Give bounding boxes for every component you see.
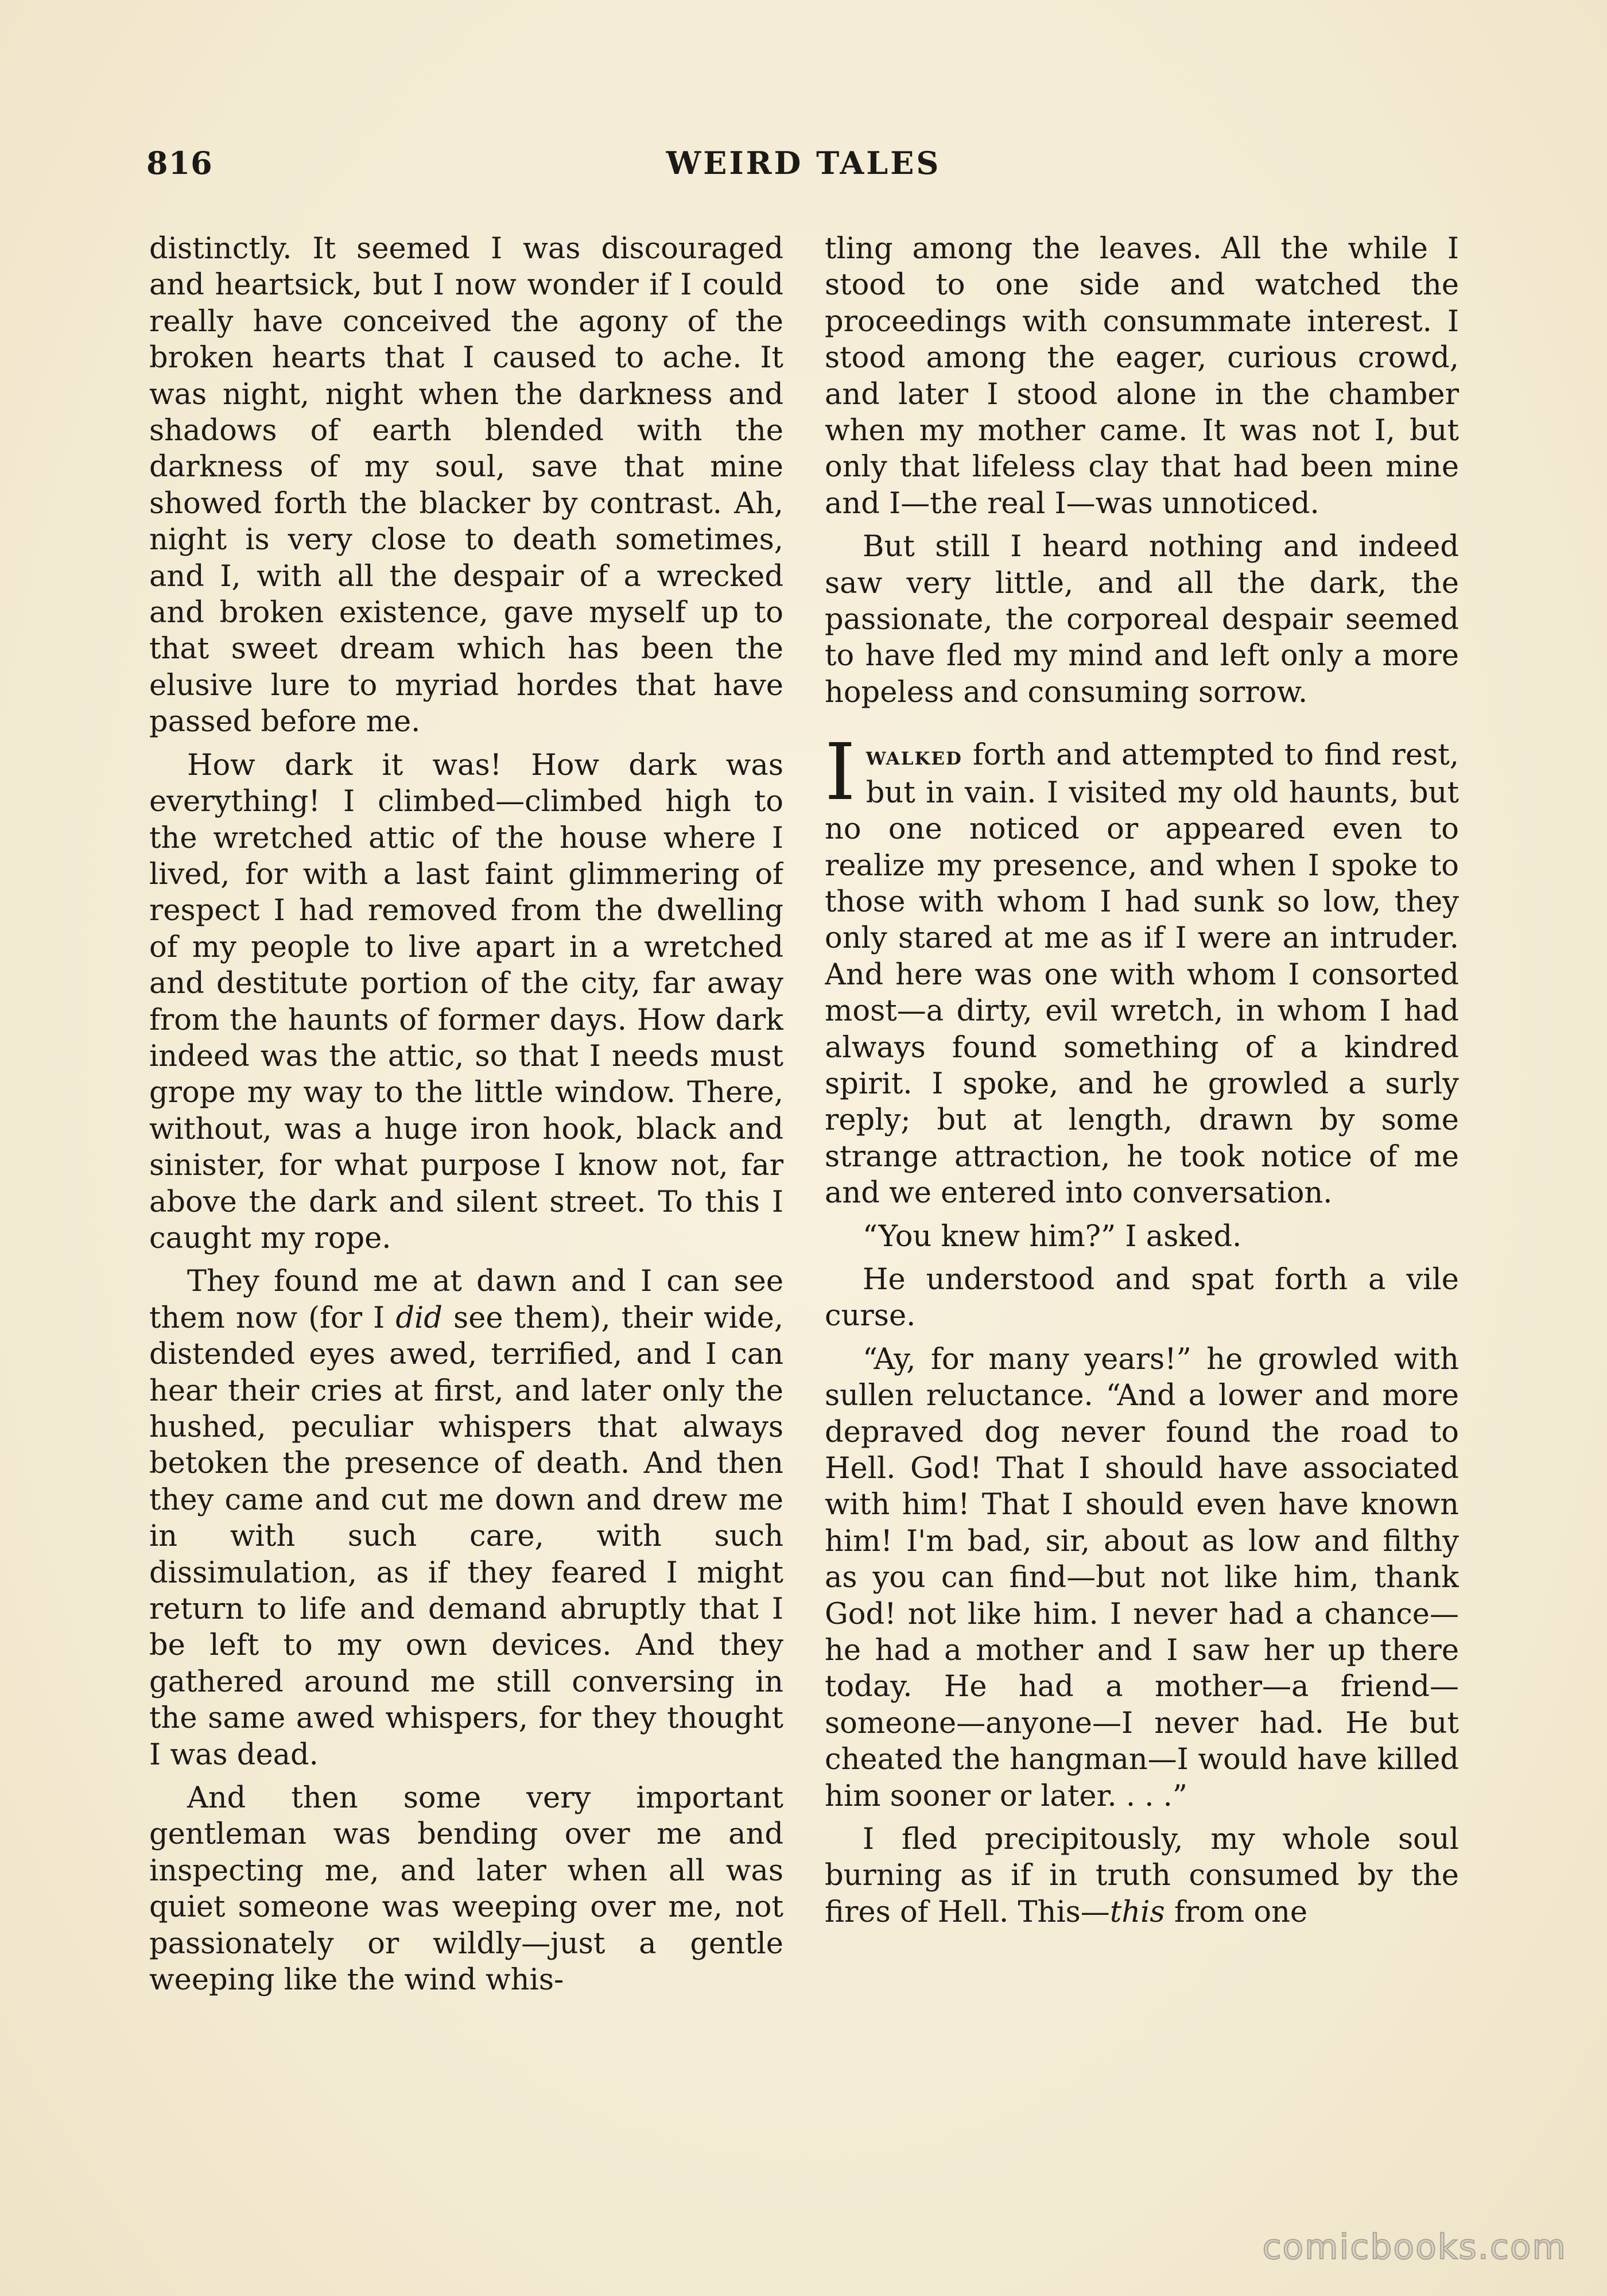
magazine-title: WEIRD TALES <box>666 145 941 181</box>
section-opening-paragraph <box>825 727 1459 1211</box>
paragraph: “Ay, for many years!” he growled with sullen reluctance. “And a lower and more depraved dog never found the road to Hell. God! That I should have associated with him! That I should even have known him! I'm bad, sir, about as low and filthy as you can find—but not like him, thank God! not like him. I never had a chance—he had a mother and I saw her up there today. He had a mother—a friend—someone—anyone—I never had. He but cheated the hangman—I would have killed him sooner or later. . . .” <box>825 1342 1459 1813</box>
paragraph <box>149 1263 783 1773</box>
left-column <box>149 231 783 2171</box>
page-number: 816 <box>146 145 213 181</box>
paragraph: But still I heard nothing and indeed saw very little, and all the dark, the passionate, the corporeal despair seemed to have fled my mind and left only a more hopeless and consuming sorrow. <box>825 530 1459 709</box>
right-column <box>825 231 1459 2171</box>
emphasis-text: this <box>1109 1895 1165 1929</box>
paragraph: tling among the leaves. All the while I stood to one side and watched the proceedings with consummate interest. I stood among the eager, curious crowd, and later I stood alone in the chamber when my mother came. It was not I, but only that lifeless clay that had been mine and I—the real I—was unnoticed. <box>825 232 1459 521</box>
site-watermark: comicbooks.com <box>1262 2227 1567 2267</box>
paragraph: “You knew him?” I asked. <box>863 1219 1242 1254</box>
emphasis-text: did <box>395 1301 442 1335</box>
paragraph <box>825 1821 1459 1930</box>
paragraph: And then some very important gentleman was bending over me and inspecting me, and later when all was quiet someone was weeping over me, not passionately or wildly—just a gentle weeping like the wind whis- <box>149 1781 783 1998</box>
paragraph: How dark it was! How dark was everything! I climbed—climbed high to the wretched attic of the house where I lived, for with a last faint glimmering of respect I had removed from the dwelling of my people to live apart in a wretched and destitute portion of the city, far away from the haunts of former days. How dark indeed was the attic, so that I needs must grope my way to the little window. There, without, was a huge iron hook, black and sinister, for what purpose I know not, far above the dark and silent street. To this I caught my rope. <box>149 748 783 1255</box>
paragraph-text: see them), their wide, distended eyes awed, terrified, and I can hear their cries at first, and later only the hushed, peculiar whispers that always betoken the presence of death. And then they came and cut me down and drew me in with such care, with such dissimulation, as if they feared I might return to life and demand abruptly that I be left to my own devices. And they gathered around me still conversing in the same awed whispers, for they thought I was dead. <box>149 1301 783 1772</box>
paragraph-text: I fled precipitously, my whole soul burning as if in truth consumed by the fires of Hell. This— <box>825 1822 1459 1929</box>
paragraph-text: from one <box>1165 1895 1308 1929</box>
small-caps-lead: walked <box>865 742 962 771</box>
paragraph-text: They found me at dawn and I can see them now (for I <box>149 1265 783 1335</box>
paragraph-text: forth and attempted to find rest, but in vain. I visited my old haunts, but no one noticed or appeared even to realize my presence, and when I spoke to those with whom I had sunk so low, they only stared at me as if I were an intruder. And here was one with whom I consorted most—a dirty, evil wretch, in whom I had always found something of a kindred spirit. I spoke, and he growled a surly reply; but at length, drawn by some strange attraction, he took notice of me and we entered into conversation. <box>825 738 1459 1211</box>
paragraph: He understood and spat forth a vile curse. <box>825 1262 1459 1333</box>
drop-cap: I <box>825 727 856 819</box>
paragraph: distinctly. It seemed I was discouraged and heartsick, but I now wonder if I could really have conceived the agony of the broken hearts that I caused to ache. It was night, night when the darkness and shadows of earth blended with the darkness of my soul, save that mine showed forth the blacker by contrast. Ah, night is very close to death sometimes, and I, with all the despair of a wrecked and broken existence, gave myself up to that sweet dream which has been the elusive lure to myriad hordes that have passed before me. <box>149 232 783 739</box>
